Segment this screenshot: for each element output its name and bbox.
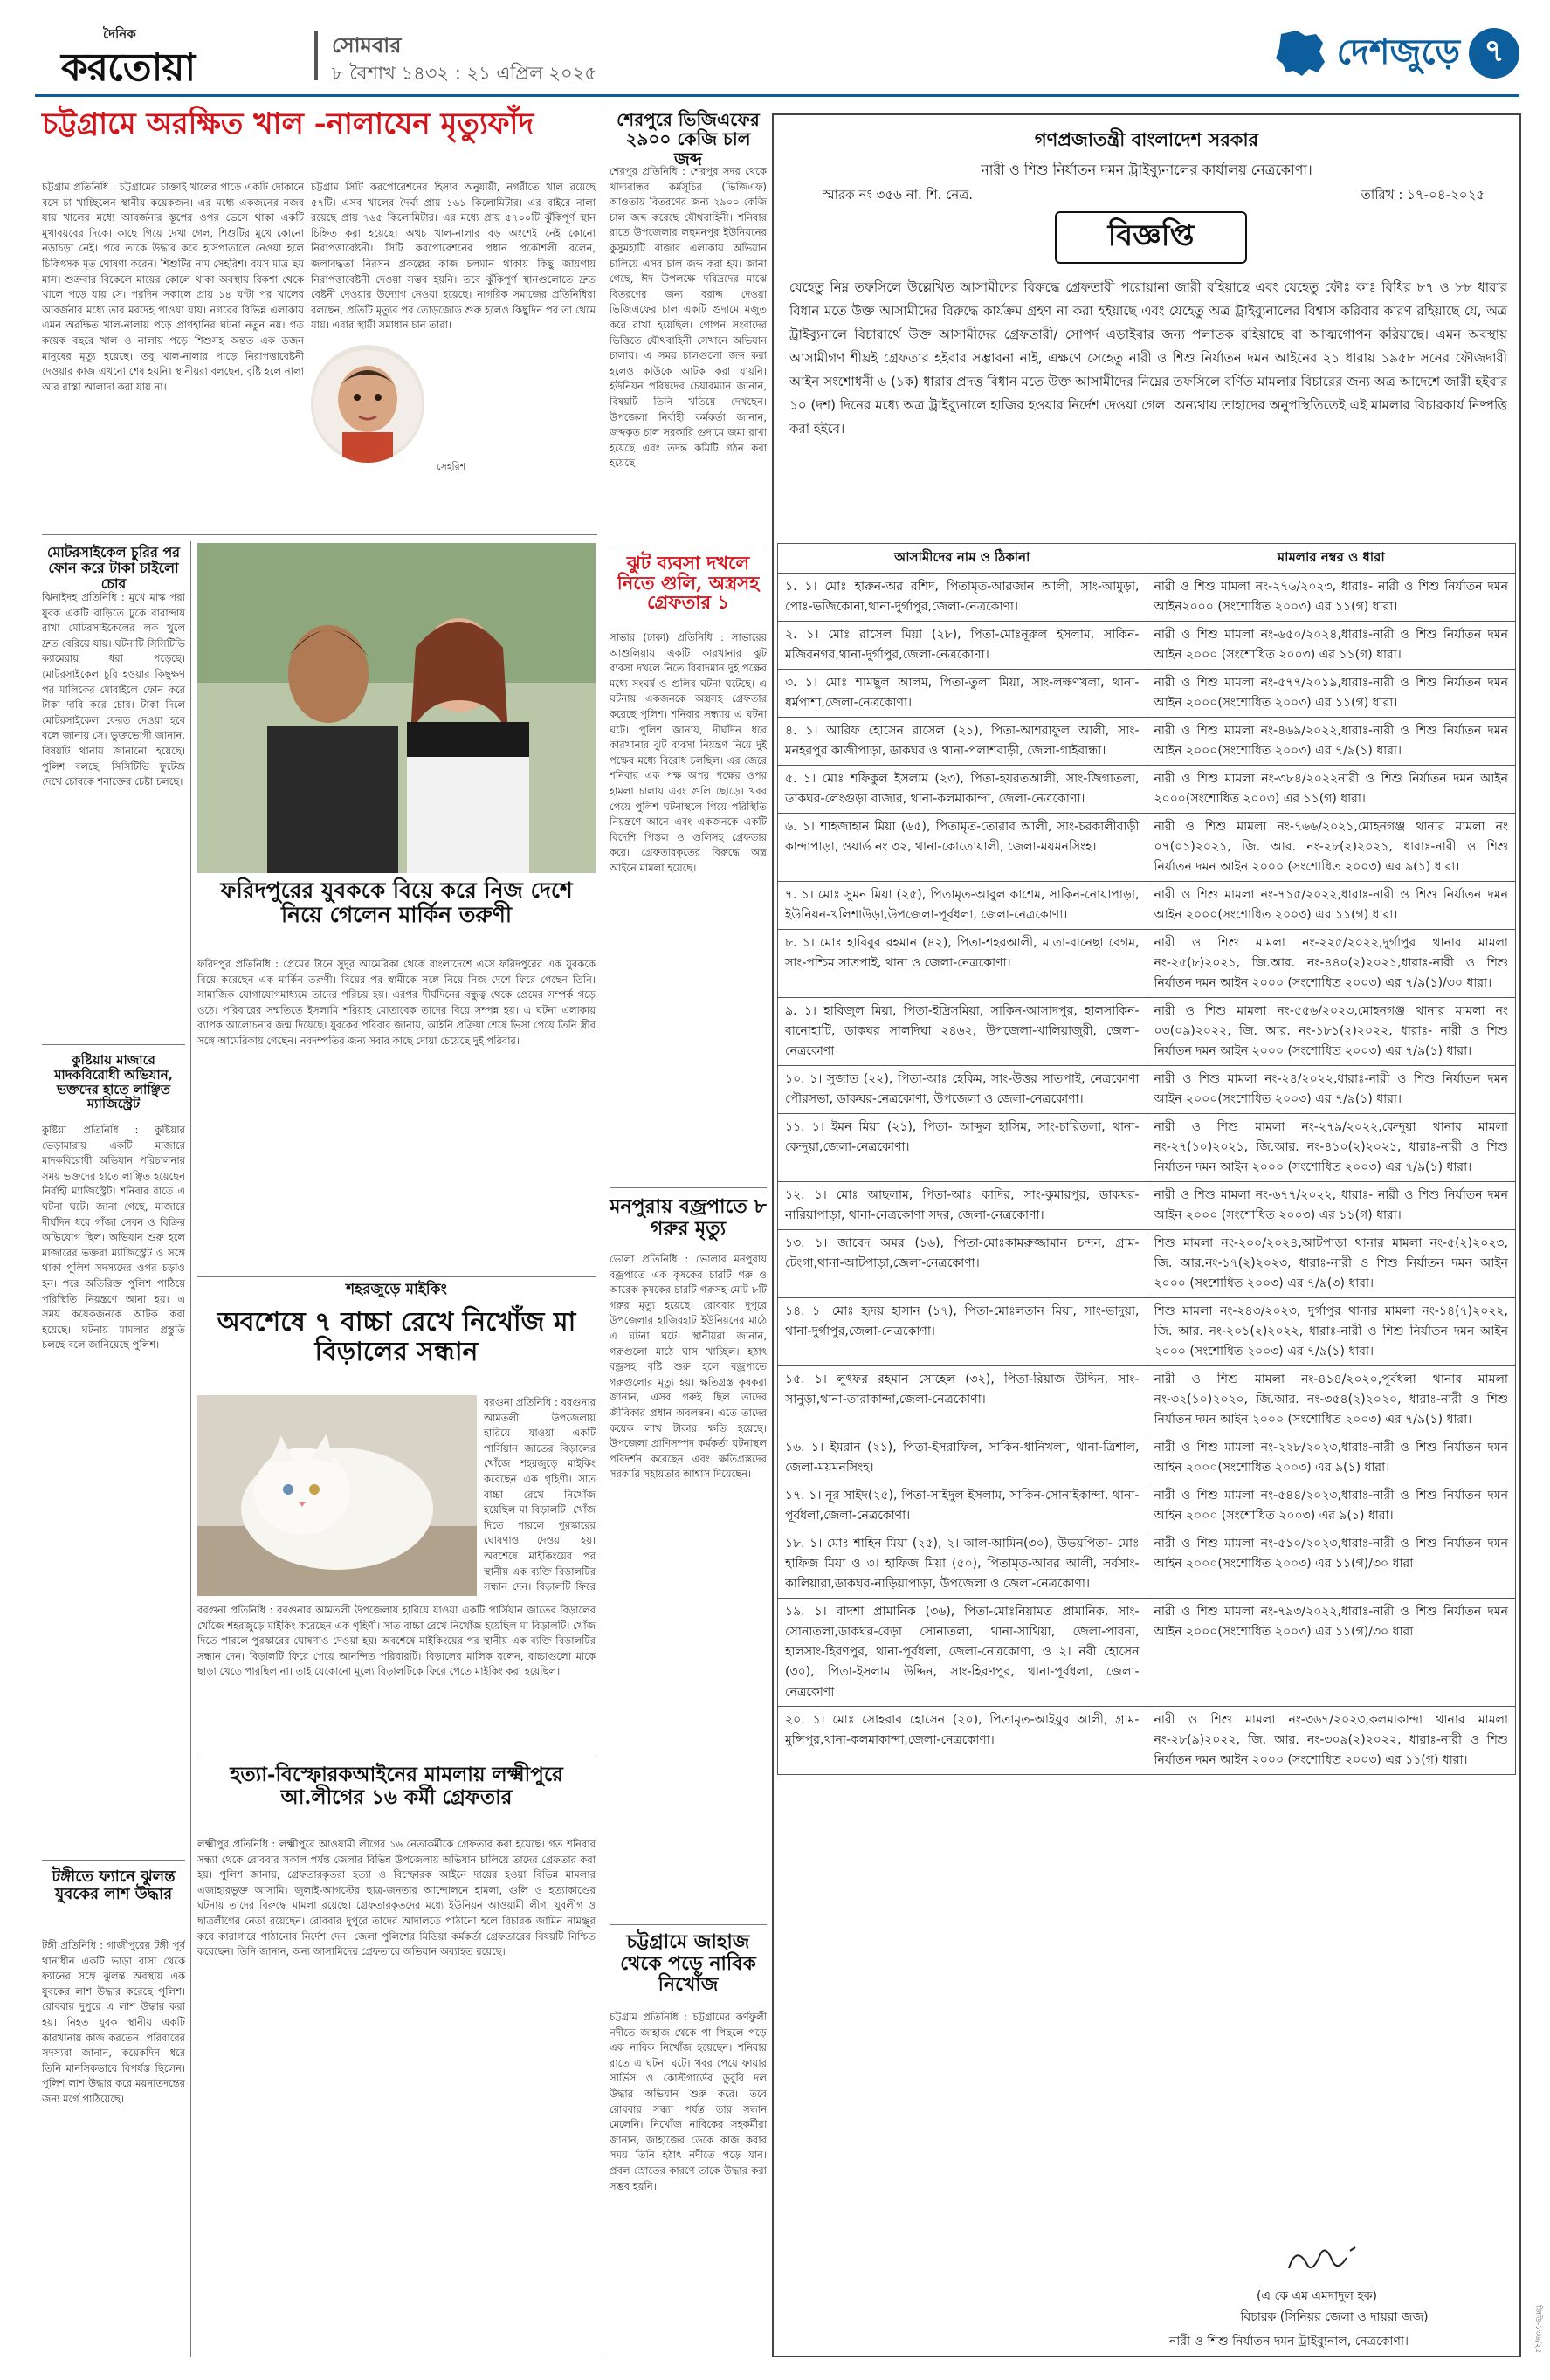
column-rule [190,541,191,2357]
bike-headline: মোটরসাইকেল চুরির পর ফোন করে টাকা চাইলো চোর [46,544,181,592]
notice-body: যেহেতু নিম্ন তফসিলে উল্লেখিত আসামীদের বিরুদ্ধে গ্রেফতারী পরোয়ানা জারী রহিয়াছে এবং যেহেতু ফৌঃ কাঃ বিধির ৮৭ ও ৮৮ ধারার বিধান মতে উক্ত আসামীদের বিরুদ্ধে কার্যক্রম গ্রহণ না করা হইয়াছে এবং যেহেতু অত্র ট্রাইব্যুনালের বিশ্বাস করিবার কারণ রহিয়াছে যে, অত্র ট্রাইব্যুনালে বিচারার্থে উক্ত আসামীদের গ্রেফতারী/ সোপর্দ এড়াইবার জন্য পলাতক রহিয়াছে বা আত্মগোপন করিয়াছে। এমন অবস্থায় আসামীগণ শীঘ্রই গ্রেফতার হইবার সম্ভাবনা নাই, এক্ষণে সেহেতু নারী ও শিশু নির্যাতন দমন আইনের ২১ ধারায় ১৯৫৮ সনের ফৌজদারী আইন সংশোধনী ৬ (১ক) ধারার প্রদত্ত বিধান মতে উক্ত আসামীদের নিম্নের তফসিলে বর্ণিত মামলার বিচারের জন্য অত্র আদেশে জারী হইবার ১০ (দশ) দিনের মধ্যে অত্র ট্রাইব্যুনালে হাজির হওয়ার নির্দেশ দেওয়া গেল। অন্যথায় তাহাদের অনুপস্থিতিতেই এই মামলার বিচারকার্য নিষ্পত্তি করা হইবে। [789,279,1507,437]
case-cell: নারী ও শিশু মামলা নং-২৭৯/২০২২,কেন্দুয়া থানার মামলা নং-২৭(১০)২০২১, জি.আর. নং-৪১০(২)২০২১, ধারাঃ-নারী ও শিশু নির্যাতন দমন আইন ২০০০ (সংশোধিত ২০০৩) এর ৭/৯(১) ধারা। [1147,1114,1516,1182]
case-cell: শিশু মামলা নং-২৪৩/২০২৩, দুর্গাপুর থানার মামলা নং-১৪(৭)২০২২, জি. আর. নং-২০১(২)২০২২, ধারাঃ-নারী ও শিশু নির্যাতন দমন আইন ২০০০ (সংশোধিত ২০০৩) এর ৭/৯(১) ধারা। [1147,1298,1516,1366]
child-photo-caption: সেহরিশ [437,461,466,472]
accused-cell: ১৭. ১। নূর সাইদ(২৫), পিতা-সাইদুল ইসলাম, সাকিন-সোনাইকান্দা, থানা-পূর্বধলা,জেলা-নেত্রকোণা। [778,1482,1147,1530]
signer-court: নারী ও শিশু নির্যাতন দমন ট্রাইব্যুনাল, নেত্রকোণা। [1168,2335,1409,2349]
table-row [778,1298,1516,1366]
logo-small-text: দৈনিক [103,26,136,42]
couple-photo-icon [197,543,596,873]
table-header-row [778,544,1516,574]
lead-body-left: চট্টগ্রাম প্রতিনিধি : চট্টগ্রামের চাক্তাই খালের পাড়ে একটি দোকানে বসে চা খাচ্ছিলেন স্থানীয় কয়েকজন। এর মধ্যে একজনের নজর যায় খালের মধ্যে আবর্জনার স্তূপের ওপর ভেসে থাকা একটি মুখাবয়বের দিকে। কাছে গিয়ে দেখা গেল, শিশুটির মুখে কোনো নড়াচড়া নেই। পরে তাকে উদ্ধার করে হাসপাতালে নেওয়া হলে চিকিৎসক মৃত ঘোষণা করেন। শিশুটির নাম সেহরিশ। বয়স মাত্র ছয় মাস। শুক্রবার বিকেলে মায়ের কোলে থাকা অবস্থায় রিকশা থেকে খালে পড়ে যায় সে। পরদিন সকালে প্রায় ১৪ ঘণ্টা পর খালের আবর্জনার মধ্যে তার মরদেহ পাওয়া যায়। নগরের বিভিন্ন এলাকায় এমন অরক্ষিত খাল-নালায় পড়ে প্রাণহানির ঘটনা নতুন নয়। গত কয়েক বছরে খাল ও নালায় পড়ে শিশুসহ অন্তত এক ডজন মানুষের মৃত্যু হয়েছে। তবু খাল-নালার পাড়ে নিরাপত্তাবেষ্টনী দেওয়ার কাজ এখনো শেষ হয়নি। স্থানীয়রা বলছেন, বৃষ্টি হলে নালা আর রাস্তা আলাদা করা যায় না। [42,181,304,393]
table-row [778,1434,1516,1482]
table-row [778,1599,1516,1707]
table-row [778,574,1516,622]
accused-cell: ৫. ১। মোঃ শফিকুল ইসলাম (২৩), পিতা-হযরতআলী, সাং-জিগাতলা, ডাকঘর-লেংগুড়া বাজার, থানা-কলমাকান্দা, জেলা-নেত্রকোণা। [778,766,1147,814]
table-row [778,882,1516,930]
table-row [778,622,1516,670]
laxmipur-headline: হত্যা-বিস্ফোরকআইনের মামলায় লক্ষ্মীপুরে আ.লীগের ১৬ কর্মী গ্রেফতার [230,1763,563,1809]
kushtia-headline: কুষ্টিয়ায় মাজারে মাদকবিরোধী অভিযান, ভক্তদের হাতে লাঞ্ছিত ম্যাজিস্ট্রেট [54,1052,173,1112]
accused-cell: ৪. ১। আরিফ হোসেন রাসেল (২১), পিতা-আশরাফুল আলী, সাং-মনহরপুর কাজীপাড়া, ডাকঘর ও থানা-পলাশবাড়ী, জেলা-গাইবান্ধা। [778,718,1147,766]
cat-body-side: বরগুনা প্রতিনিধি : বরগুনার আমতলী উপজেলায় হারিয়ে যাওয়া একটি পার্সিয়ান জাতের বিড়ালের খোঁজে শহরজুড়ে মাইকিং করেছেন এক গৃহিণী। সাত বাচ্চা রেখে নিখোঁজ হয়েছিল মা বিড়ালটি। খোঁজ দিতে পারলে পুরস্কারের ঘোষণাও দেওয়া হয়। অবশেষে মাইকিংয়ের পর স্থানীয় এক ব্যক্তি বিড়ালটির সন্ধান দেন। বিড়ালটি ফিরে [484,1396,596,1593]
table-row [778,670,1516,718]
table-row [778,930,1516,998]
accused-cell: ২০. ১। মোঃ সোহরাব হোসেন (২০), পিতামৃত-আইয়ুব আলী, গ্রাম-মুন্সিপুর,থানা-কলমাকান্দা,জেলা-নেত্রকোণা। [778,1707,1147,1775]
table-row [778,998,1516,1066]
accused-cell: ১২. ১। মোঃ আছলাম, পিতা-আঃ কাদির, সাং-কুমারপুর, ডাকঘর-নারিয়াপাড়া, থানা-নেত্রকোণা সদর, জেলা-নেত্রকোণা। [778,1182,1147,1230]
case-cell: নারী ও শিশু মামলা নং-২২৮/২০২৩,ধারাঃ-নারী ও শিশু নির্যাতন দমন আইন ২০০০(সংশোধিত ২০০৩) এর ৯(১) ধারা। [1147,1434,1516,1482]
lead-body-right: চট্টগ্রাম সিটি করপোরেশনের হিসাব অনুযায়ী, নগরীতে খাল রয়েছে ৫৭টি। এসব খালের দৈর্ঘ্য প্রায় ১৬১ কিলোমিটার। এর বাইরে নালা রয়েছে প্রায় ৭৬৫ কিলোমিটার। এর মধ্যে প্রায় ৫৭০০টি ঝুঁকিপূর্ণ স্থান চিহ্নিত করা হয়েছে। অথচ খাল-নালার বড় অংশেই নেই কোনো নিরাপত্তাবেষ্টনী। সিটি করপোরেশনের প্রধান প্রকৌশলী বলেন, জলাবদ্ধতা নিরসন প্রকল্পের কাজ চলমান থাকায় কিছু জায়গায় নিরাপত্তাবেষ্টনী দেওয়া সম্ভব হয়নি। তবে ঝুঁকিপূর্ণ স্থানগুলোতে দ্রুত বেষ্টনী দেওয়ার উদ্যোগ নেওয়া হয়েছে। নাগরিক সমাজের প্রতিনিধিরা বলছেন, প্রতিটি মৃত্যুর পর তোড়জোড় শুরু হলেও কিছুদিন পর তা থেমে যায়। এবার স্থায়ী সমাধান চান তারা। [311,181,596,332]
cat-headline: অবশেষে ৭ বাচ্চা রেখে নিখোঁজ মা বিড়ালের সন্ধান [217,1307,576,1367]
divider [197,1276,596,1277]
case-cell: নারী ও শিশু মামলা নং-৭৬৬/২০২১,মোহনগঞ্জ থানার মামলা নং ০৭(০১)২০২১, জি. আর. নং-২৮(২)২০২১, ধারাঃ-নারী ও শিশু নির্যাতন দমন আইন ২০০০ (সংশোধিত ২০০৩) এর ৯(১) ধারা। [1147,814,1516,882]
manpura-headline: মনপুরায় বজ্রপাতে ৮ গরুর মৃত্যু [610,1195,767,1240]
masthead [35,24,1519,90]
notice-govt: গণপ্রজাতন্ত্রী বাংলাদেশ সরকার [1034,129,1259,150]
kushtia-body: কুষ্টিয়া প্রতিনিধি : কুষ্টিয়ার ভেড়ামারায় একটি মাজারে মাদকবিরোধী অভিযান পরিচালনার সময় ভক্তদের হাতে লাঞ্ছিত হয়েছেন নির্বাহী ম্যাজিস্ট্রেট। শনিবার রাতে এ ঘটনা ঘটে। জানা গেছে, মাজারে দীর্ঘদিন ধরে গাঁজা সেবন ও বিক্রির অভিযোগ ছিল। অভিযান শুরু হলে মাজারের ভক্তরা ম্যাজিস্ট্রেট ও সঙ্গে থাকা পুলিশ সদস্যদের ওপর চড়াও হন। পরে অতিরিক্ত পুলিশ পাঠিয়ে পরিস্থিতি নিয়ন্ত্রণে আনা হয়। এ সময় কয়েকজনকে আটক করা হয়েছে। ঘটনায় মামলার প্রস্তুতি চলছে বলে জানিয়েছে পুলিশ। [42,1124,185,1352]
case-cell: শিশু মামলা নং-২০০/২০২৪,আটপাড়া থানার মামলা নং-৫(২)২০২৩, জি. আর.নং-১৭(২)২০২৩, ধারাঃ-নারী ও শিশু নির্যাতন দমন আইন ২০০০ (সংশোধিত ২০০৩) এর ৭/৯(৩) ধারা। [1147,1230,1516,1298]
table-row [778,814,1516,882]
masthead-rule [35,94,1519,97]
table-row [778,718,1516,766]
signature-icon [1193,2237,1455,2282]
notice-office: নারী ও শিশু নির্যাতন দমন ট্রাইব্যুনালের কার্যালয় নেত্রকোণা। [981,162,1312,178]
case-cell: নারী ও শিশু মামলা নং-৫৪৪/২০২৩,ধারাঃ-নারী ও শিশু নির্যাতন দমন আইন ২০০০ (সংশোধিত ২০০৩) এর ৯(১) ধারা। [1147,1482,1516,1530]
table-row [778,1182,1516,1230]
case-cell: নারী ও শিশু মামলা নং-২৪/২০২২,ধারাঃ-নারী ও শিশু নির্যাতন দমন আইন ২০০০(সংশোধিত ২০০৩) এর ৭/৯(১) ধারা। [1147,1066,1516,1114]
case-cell: নারী ও শিশু মামলা নং-৬৫০/২০২৪,ধারাঃ-নারী ও শিশু নির্যাতন দমন আইন ২০০০ (সংশোধিত ২০০৩) এর ১১(গ) ধারা। [1147,622,1516,670]
newspaper-logo [52,24,314,90]
col-case-header: মামলার নম্বর ও ধারা [1147,544,1516,574]
dhaka-headline: ঝুট ব্যবসা দখলে নিতে গুলি, অস্ত্রসহ গ্রেফতার ১ [617,552,760,614]
section-name: দেশজুড়ে [1336,31,1460,72]
issue-day: সোমবার [332,33,402,58]
accused-cell: ১০. ১। সুজাত (২২), পিতা-আঃ হেকিম, সাং-উত্তর সাতপাই, নেত্রকোণা পৌরসভা, ডাকঘর-নেত্রকোণা, উপজেলা ও জেলা-নেত্রকোণা। [778,1066,1147,1114]
notice-date: তারিখ : ১৭-০৪-২০২৫ [1361,187,1485,203]
divider [42,1044,185,1045]
accused-cell: ১৫. ১। লুৎফর রহমান সোহেল (৩২), পিতা-রিয়াজ উদ্দিন, সাং-সানুড়া,থানা-তারাকান্দা,জেলা-নেত্রকোণা। [778,1366,1147,1434]
table-row [778,1066,1516,1114]
section-badge [1271,26,1519,80]
case-cell: নারী ও শিশু মামলা নং-৩৮৪/২০২২নারী ও শিশু নির্যাতন দমন আইন ২০০০(সংশোধিত ২০০৩) এর ১১(গ) ধারা। [1147,766,1516,814]
cat-body: বরগুনা প্রতিনিধি : বরগুনার আমতলী উপজেলায় হারিয়ে যাওয়া একটি পার্সিয়ান জাতের বিড়ালের খোঁজে শহরজুড়ে মাইকিং করেছেন এক গৃহিণী। সাত বাচ্চা রেখে নিখোঁজ হয়েছিল মা বিড়ালটি। খোঁজ দিতে পারলে পুরস্কারের ঘোষণাও দেওয়া হয়। অবশেষে মাইকিংয়ের পর স্থানীয় এক ব্যক্তি বিড়ালটির সন্ধান দেন। বিড়ালটি ফিরে পেয়ে আনন্দিত পরিবারটি। বিড়ালের মালিক বলেন, বাচ্চাগুলো মাকে ছাড়া খেতে পারছিল না। তাই যেকোনো মূল্যে বিড়ালটিকে ফিরে পেতে মাইকিং করা হয়েছিল। [197,1604,596,1678]
child-portrait-icon [311,345,424,463]
sherpur-body: শেরপুর প্রতিনিধি : শেরপুর সদর থেকে খাদ্যবান্ধব কর্মসূচির (ভিজিএফ) আওতায় বিতরণের জন্য ২৯০০ কেজি চাল জব্দ করেছে যৌথবাহিনী। শনিবার রাতে উপজেলার লছমনপুর ইউনিয়নের কুসুমহাটি বাজার এলাকায় অভিযান চালিয়ে এসব চাল জব্দ করা হয়। জানা গেছে, ঈদ উপলক্ষে দরিদ্রদের মাঝে বিতরণের জন্য বরাদ্দ দেওয়া ভিজিএফের চাল একটি গুদামে মজুত করে রাখা হয়েছিল। গোপন সংবাদের ভিত্তিতে যৌথবাহিনী সেখানে অভিযান চালায়। এ সময় চালগুলো জব্দ করা হলেও কাউকে আটক করা যায়নি। ইউনিয়ন পরিষদের চেয়ারম্যান জানান, বিষয়টি তিনি খতিয়ে দেখছেন। উপজেলা নির্বাহী কর্মকর্তা জানান, জব্দকৃত চাল সরকারি গুদামে জমা রাখা হয়েছে এবং তদন্ত কমিটি গঠন করা হয়েছে। [610,165,767,470]
signer-title: বিচারক (সিনিয়র জেলা ও দায়রা জজ) [1240,2310,1429,2324]
case-cell: নারী ও শিশু মামলা নং-২৭৬/২০২৩, ধারাঃ- নারী ও শিশু নির্যাতন দমন আইন২০০০ (সংশোধিত ২০০৩) এর ১১(গ) ধারা। [1147,574,1516,622]
child-photo [311,345,424,463]
case-cell: নারী ও শিশু মামলা নং-৫১০/২০২৩,ধারাঃ-নারী ও শিশু নির্যাতন দমন আইন ২০০০(সংশোধিত ২০০৩) এর ১১(গ)/৩০ ধারা। [1147,1530,1516,1599]
notice-title: বিজ্ঞপ্তি [1055,211,1247,264]
accused-cell: ৬. ১। শাহজাহান মিয়া (৬৫), পিতামৃত-তোরাব আলী, সাং-চরকালীবাড়ী কান্দাপাড়া, ওয়ার্ড নং ৩২, থানা-কোতোয়ালী, জেলা-ময়মনসিংহ। [778,814,1147,882]
page-number-badge: ৭ [1469,28,1519,79]
accused-cell: ১১. ১। ইমন মিয়া (২১), পিতা- আব্দুল হাসিম, সাং-চারিতলা, থানা-কেন্দুয়া,জেলা-নেত্রকোণা। [778,1114,1147,1182]
footer-code: জিডি-১৩৬/২৫ [1533,2305,1542,2354]
faridpur-headline: ফরিদপুরের যুবককে বিয়ে করে নিজ দেশে নিয়ে গেলেন মার্কিন তরুণী [220,877,573,927]
accused-table-body [778,574,1516,1775]
ship-headline: চট্টগ্রামে জাহাজ থেকে পড়ে নাবিক নিখোঁজ [620,1930,756,1997]
dhaka-body: সাভার (ঢাকা) প্রতিনিধি : সাভারের আশুলিয়ায় একটি কারখানার ঝুট ব্যবসা দখলে নিতে বিবাদমান দুই পক্ষের মধ্যে সংঘর্ষ ও গুলির ঘটনা ঘটেছে। এ ঘটনায় একজনকে অস্ত্রসহ গ্রেফতার করেছে পুলিশ। শনিবার সন্ধ্যায় এ ঘটনা ঘটে। পুলিশ জানায়, দীর্ঘদিন ধরে কারখানার ঝুট ব্যবসা নিয়ন্ত্রণ নিয়ে দুই পক্ষের মধ্যে বিরোধ চলছিল। এর জেরে শনিবার এক পক্ষ অপর পক্ষের ওপর হামলা চালায় এবং গুলি ছোড়ে। খবর পেয়ে পুলিশ ঘটনাস্থলে গিয়ে পরিস্থিতি নিয়ন্ত্রণে আনে এবং একজনকে একটি বিদেশি পিস্তল ও গুলিসহ গ্রেফতার করে। গ্রেফতারকৃতের বিরুদ্ধে অস্ত্র আইনে মামলা হয়েছে। [610,631,767,874]
table-row [778,1366,1516,1434]
case-cell: নারী ও শিশু মামলা নং-৭১৫/২০২২,ধারাঃ-নারী ও শিশু নির্যাতন দমন আইন ২০০০(সংশোধিত ২০০৩) এর ১১(গ) ধারা। [1147,882,1516,930]
divider [610,1924,767,1925]
accused-cell: ২. ১। মোঃ রাসেল মিয়া (২৮), পিতা-মোঃনূরুল ইসলাম, সাকিন-মজিবনগর,থানা-দুর্গাপুর,জেলা-নেত্রকোণা। [778,622,1147,670]
table-row [778,1114,1516,1182]
bike-body: ঝিনাইদহ প্রতিনিধি : মুখে মাস্ক পরা যুবক একটি বাড়িতে ঢুকে বারান্দায় রাখা মোটরসাইকেলের লক খুলে দ্রুত বেরিয়ে যায়। ঘটনাটি সিসিটিভি ক্যামেরায় ধরা পড়েছে। মোটরসাইকেল চুরি হওয়ার কিছুক্ষণ পর মালিকের মোবাইলে ফোন করে টাকা দাবি করে চোর। টাকা দিলে মোটরসাইকেল ফেরত দেওয়া হবে বলে জানায় সে। ভুক্তভোগী জানান, বিষয়টি থানায় জানানো হয়েছে। পুলিশ বলছে, সিসিটিভি ফুটেজ দেখে চোরকে শনাক্তের চেষ্টা চলছে। [42,591,185,788]
accused-cell: ১৪. ১। মোঃ হৃদয় হাসান (১৭), পিতা-মোঃলতান মিয়া, সাং-ভাদুয়া, থানা-দুর্গাপুর,জেলা-নেত্রকোণা। [778,1298,1147,1366]
accused-cell: ৩. ১। মোঃ শামছুল আলম, পিতা-তুলা মিয়া, সাং-লক্ষণখলা, থানা-ধর্মপাশা,জেলা-নেত্রকোণা। [778,670,1147,718]
case-cell: নারী ও শিশু মামলা নং-৪১৪/২০২০,পূর্বধলা থানার মামলা নং-৩২(১০)২০২০, জি.আর. নং-৩৫৪(২)২০২০, ধারাঃ-নারী ও শিশু নির্যাতন দমন আইন ২০০০ (সংশোধিত ২০০৩) এর ৭/৯(১) ধারা। [1147,1366,1516,1434]
case-cell: নারী ও শিশু মামলা নং-৪৬৯/২০২২,ধারাঃ-নারী ও শিশু নির্যাতন দমন আইন ২০০০(সংশোধিত ২০০৩) এর ৭/৯(১) ধারা। [1147,718,1516,766]
divider [42,1860,185,1861]
ship-body: চট্টগ্রাম প্রতিনিধি : চট্টগ্রামের কর্ণফুলী নদীতে জাহাজ থেকে পা পিছলে পড়ে এক নাবিক নিখোঁজ হয়েছেন। শনিবার রাতে এ ঘটনা ঘটে। খবর পেয়ে ফায়ার সার্ভিস ও কোস্টগার্ডের ডুবুরি দল উদ্ধার অভিযান শুরু করে। তবে রোববার সন্ধ্যা পর্যন্ত তার সন্ধান মেলেনি। নিখোঁজ নাবিকের সহকর্মীরা জানান, জাহাজের ডেকে কাজ করার সময় তিনি হঠাৎ নদীতে পড়ে যান। প্রবল স্রোতের কারণে তাকে উদ্ধার করা সম্ভব হয়নি। [610,2011,767,2192]
couple-photo [197,543,596,873]
col-accused-header: আসামীদের নাম ও ঠিকানা [778,544,1147,574]
govt-notice [772,113,1521,2357]
table-row [778,766,1516,814]
lead-headline: চট্টগ্রামে অরক্ষিত খাল -নালাযেন মৃত্যুফাঁদ [42,107,534,141]
sherpur-headline: শেরপুরে ভিজিএফের ২৯০০ কেজি চাল জব্দ [617,109,760,169]
accused-cell: ৮. ১। মোঃ হাবিবুর রহমান (৪২), পিতা-শহরআলী, মাতা-বানেছা বেগম, সাং-পশ্চিম সাতপাই, থানা ও জেলা-নেত্রকোণা। [778,930,1147,998]
table-row [778,1530,1516,1599]
issue-date: ৮ বৈশাখ ১৪৩২ : ২১ এপ্রিল ২০২৫ [332,63,596,84]
divider [610,1187,767,1188]
signer-name: (এ কে এম এমদাদুল হক) [1256,2289,1378,2303]
accused-cell: ১৩. ১। জাবেদ অমর (১৬), পিতা-মোঃকামরুজ্জামান চন্দন, গ্রাম-টেংগা,থানা-আটপাড়া,জেলা-নেত্রকোণা। [778,1230,1147,1298]
table-row [778,1482,1516,1530]
accused-cell: ৯. ১। হাবিজুল মিয়া, পিতা-ইদ্রিসমিয়া, সাকিন-আসাদপুর, হালসাকিন-বানোহাটি, ডাকঘর সালদিঘা ২৪৬২, উপজেলা-খালিয়াজুরী, জেলা-নেত্রকোণা। [778,998,1147,1066]
cat-kicker: শহরজুড়ে মাইকিং [346,1281,447,1298]
bangladesh-map-icon [1271,29,1328,78]
case-cell: নারী ও শিশু মামলা নং-৬৭৭/২০২২, ধারাঃ- নারী ও শিশু নির্যাতন দমন আইন ২০০০ (সংশোধিত ২০০৩) এর ১১(গ) ধারা। [1147,1182,1516,1230]
accused-cell: ১৬. ১। ইমরান (২১), পিতা-ইসরাফিল, সাকিন-ধানিখলা, থানা-ত্রিশাল, জেলা-ময়মনসিংহ। [778,1434,1147,1482]
accused-cell: ১৮. ১। মোঃ শাহিন মিয়া (২৫), ২। আল-আমিন(৩০), উভয়পিতা- মোঃ হাফিজ মিয়া ও ৩। হাফিজ মিয়া (৫০), পিতামৃত-আবর আলী, সর্বসাং-কালিয়ারা,ডাকঘর-নাড়িয়াপাড়া, উপজেলা ও জেলা-নেত্রকোণা। [778,1530,1147,1599]
divider [42,534,597,535]
logo-main-text: করতোয়া [61,45,196,90]
accused-cell: ১৯. ১। বাদশা প্রামানিক (৩৬), পিতা-মোঃনিয়ামত প্রামানিক, সাং-সোনাতলা,ডাকঘর-বেড়া সোনাতলা, থানা-সাথিয়া, জেলা-পাবনা, হালসাং-হিরণপুর, থানা-পূর্বধলা, জেলা-নেত্রকোণা, ও ২। নবী হোসেন (৩০), পিতা-ইসলাম উদ্দিন, সাং-হিরণপুর, থানা-পূর্বধলা, জেলা-নেত্রকোণা। [778,1599,1147,1707]
case-cell: নারী ও শিশু মামলা নং-৫৫৬/২০২৩,মোহনগঞ্জ থানার মামলা নং ০৩(০৯)২০২২, জি. আর. নং-১৮১(২)২০২২, ধারাঃ- নারী ও শিশু নির্যাতন দমন আইন ২০০০ (সংশোধিত ২০০৩) এর ৭/৯(১) ধারা। [1147,998,1516,1066]
manpura-body: ভোলা প্রতিনিধি : ভোলার মনপুরায় বজ্রপাতে এক কৃষকের চারটি গরু ও আরেক কৃষকের চারটি গরুসহ মোট ৮টি গরুর মৃত্যু হয়েছে। রোববার দুপুরে উপজেলার হাজিরহাট ইউনিয়নের মাঠে এ ঘটনা ঘটে। স্থানীয়রা জানান, গরুগুলো মাঠে ঘাস খাচ্ছিল। হঠাৎ বজ্রসহ বৃষ্টি শুরু হলে বজ্রপাতে গরুগুলোর মৃত্যু হয়। ক্ষতিগ্রস্ত কৃষকরা জানান, এসব গরুই ছিল তাদের জীবিকার প্রধান অবলম্বন। এতে তাদের কয়েক লাখ টাকার ক্ষতি হয়েছে। উপজেলা প্রাণিসম্পদ কর্মকর্তা ঘটনাস্থল পরিদর্শন করেছেন এবং ক্ষতিগ্রস্তদের সরকারি সহায়তার আশ্বাস দিয়েছেন। [610,1253,767,1481]
laxmipur-body: লক্ষ্মীপুর প্রতিনিধি : লক্ষ্মীপুরে আওয়ামী লীগের ১৬ নেতাকর্মীকে গ্রেফতার করা হয়েছে। গত শনিবার সন্ধ্যা থেকে রোববার সকাল পর্যন্ত জেলার বিভিন্ন উপজেলায় অভিযান চালিয়ে তাদের গ্রেফতার করা হয়। পুলিশ জানায়, গ্রেফতারকৃতরা হত্যা ও বিস্ফোরক আইনে দায়ের হওয়া বিভিন্ন মামলার এজাহারভুক্ত আসামি। জুলাই-আগস্টের ছাত্র-জনতার আন্দোলনে হামলা, গুলি ও হত্যাকাণ্ডের ঘটনায় তাদের বিরুদ্ধে মামলা রয়েছে। গ্রেফতারকৃতদের মধ্যে ইউনিয়ন আওয়ামী লীগ, যুবলীগ ও ছাত্রলীগের নেতা রয়েছেন। রোববার দুপুরে তাদের আদালতে পাঠানো হলে বিচারক জামিন নামঞ্জুর করে কারাগারে পাঠানোর নির্দেশ দেন। জেলা পুলিশের মিডিয়া কর্মকর্তা গ্রেফতারের বিষয়টি নিশ্চিত করেছেন। তিনি জানান, অন্য আসামিদের গ্রেফতারে অভিযান অব্যাহত রয়েছে। [197,1838,596,1958]
masthead-separator [314,31,318,80]
tongi-body: টঙ্গী প্রতিনিধি : গাজীপুরের টঙ্গী পূর্ব থানাধীন একটি ভাড়া বাসা থেকে ফ্যানের সঙ্গে ঝুলন্ত অবস্থায় এক যুবকের লাশ উদ্ধার করেছে পুলিশ। রোববার দুপুরে এ লাশ উদ্ধার করা হয়। নিহত যুবক স্থানীয় একটি কারখানায় কাজ করতেন। পরিবারের সদস্যরা জানান, কয়েকদিন ধরে তিনি মানসিকভাবে বিপর্যস্ত ছিলেন। পুলিশ লাশ উদ্ধার করে ময়নাতদন্তের জন্য মর্গে পাঠিয়েছে। [42,1939,185,2105]
tongi-headline: টঙ্গীতে ফ্যানে ঝুলন্ত যুবকের লাশ উদ্ধার [52,1868,176,1904]
faridpur-body: ফরিদপুর প্রতিনিধি : প্রেমের টানে সুদূর আমেরিকা থেকে বাংলাদেশে এসে ফরিদপুরের এক যুবককে বিয়ে করেছেন এক মার্কিন তরুণী। বিয়ের পর স্বামীকে সঙ্গে নিয়ে নিজ দেশে ফিরে গেছেন তিনি। সামাজিক যোগাযোগমাধ্যমে তাদের পরিচয় হয়। এরপর দীর্ঘদিনের বন্ধুত্ব থেকে প্রেমের সম্পর্ক গড়ে ওঠে। পরিবারের সম্মতিতে ইসলামি শরিয়াহ মোতাবেক তাদের বিয়ে সম্পন্ন হয়। এ ঘটনা এলাকায় ব্যাপক আলোচনার জন্ম দিয়েছে। যুবকের পরিবার জানায়, আইনি প্রক্রিয়া শেষে ভিসা পেয়ে তিনি স্ত্রীর সঙ্গে আমেরিকায় গেছেন। নবদম্পতির জন্য সবার কাছে দোয়া চেয়েছে দুই পরিবার। [197,958,596,1047]
case-cell: নারী ও শিশু মামলা নং-৫৭৭/২০১৯,ধারাঃ-নারী ও শিশু নির্যাতন দমন আইন ২০০০(সংশোধিত ২০০৩) এর ১১(গ) ধারা। [1147,670,1516,718]
case-cell: নারী ও শিশু মামলা নং-৭৯৩/২০২২,ধারাঃ-নারী ও শিশু নির্যাতন দমন আইন ২০০০(সংশোধিত ২০০৩) এর ১১(গ)/৩০ ধারা। [1147,1599,1516,1707]
accused-cell: ৭. ১। মোঃ সুমন মিয়া (২৫), পিতামৃত-আবুল কাশেম, সাকিন-নোয়াপাড়া, ইউনিয়ন-খলিশাউড়া,উপজেলা-পূর্বধলা, জেলা-নেত্রকোণা। [778,882,1147,930]
accused-cell: ১. ১। মোঃ হারুন-অর রশিদ, পিতামৃত-আরজান আলী, সাং-আমুড়া, পোঃ-ভজিকোনা,থানা-দুর্গাপুর,জেলা-নেত্রকোণা। [778,574,1147,622]
table-row [778,1707,1516,1775]
cat-photo-icon [197,1395,477,1596]
case-cell: নারী ও শিশু মামলা নং-২২৫/২০২২,দুর্গাপুর থানার মামলা নং-২৫(৮)২০২১, জি.আর. নং-৪৪০(২)২০২১,ধারাঃ-নারী ও শিশু নির্যাতন দমন আইন ২০০০ (সংশোধিত ২০০৩) এর ৭/৯(১)/৩০ ধারা। [1147,930,1516,998]
cat-photo [197,1395,477,1596]
table-row [778,1230,1516,1298]
case-cell: নারী ও শিশু মামলা নং-৩৬৭/২০২৩,কলমাকান্দা থানার মামলা নং-২৮(৯)২০২২, জি. আর. নং-৩০৯(২)২০২২, ধারাঃ-নারী ও শিশু নির্যাতন দমন আইন ২০০০ (সংশোধিত ২০০৩) এর ১১(গ) ধারা। [1147,1707,1516,1775]
notice-ref: স্মারক নং ৩৫৬ না. শি. নেত্র. [823,187,974,203]
accused-table [777,543,1516,1775]
